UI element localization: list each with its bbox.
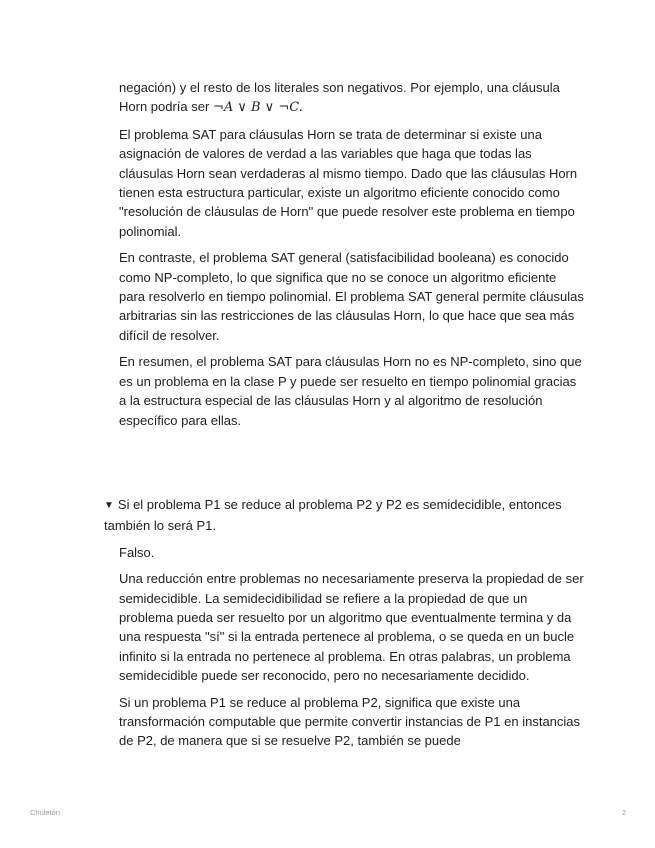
question-text: Si el problema P1 se reduce al problema P2 y P2 es semidecidible, entonces también lo será P1.: [104, 496, 562, 534]
paragraph-summary: En resumen, el problema SAT para cláusulas Horn no es NP-completo, sino que es un problema en la clase P y puede ser resuelto en tiempo polinomial gracias a la estructura especial de las cláusulas Horn y al algoritmo de resolución específico para ellas.: [119, 354, 582, 428]
section-spacer: [104, 437, 584, 495]
answer-label: Falso.: [119, 544, 155, 560]
toggle-question[interactable]: [104, 495, 584, 536]
paragraph-reduction-definition: Si un problema P1 se reduce al problema P2, significa que existe una transformación computable que permite convertir instancias de P1 en instancias de P2, de manera que si se resuelve P2, también se puede: [119, 694, 581, 749]
footer-title: Chuletón: [30, 808, 61, 817]
paragraph-horn-definition: [119, 78, 584, 118]
page-number: 2: [621, 808, 626, 817]
paragraph-text: negación) y el resto de los literales son negativos. Por ejemplo, una cláusula Horn podría ser: [119, 80, 560, 115]
toggle-triangle-icon[interactable]: ▼: [104, 499, 114, 511]
page-content: [104, 78, 584, 758]
paragraph-reduction-semidecidable: Una reducción entre problemas no necesariamente preserva la propiedad de ser semidecidible. La semidecidibilidad se refiere a la propiedad de que un problema pueda ser resuelto por un algoritmo que eventualmente termina y da una respuesta "sí" si la entrada pertenece al problema, o se queda en un bucle infinito si la entrada no pertenece al problema. En otras palabras, un problema semidecidible puede ser reconocido, pero no necesariamente decidido.: [119, 571, 584, 684]
horn-sat-section: [119, 78, 584, 430]
toggle-answer-content: [119, 543, 584, 751]
horn-clause-formula: ¬A ∨ B ∨ ¬C.: [212, 100, 303, 116]
paragraph-general-sat: En contraste, el problema SAT general (satisfacibilidad booleana) es conocido como NP-completo, lo que significa que no se conoce un algoritmo eficiente para resolverlo en tiempo polinomial. El problema SAT general permite cláusulas arbitrarias sin las restricciones de las cláusulas Horn, lo que hace que sea más difícil de resolver.: [119, 250, 584, 343]
paragraph-horn-sat: El problema SAT para cláusulas Horn se trata de determinar si existe una asignación de valores de verdad a las variables que haga que todas las cláusulas Horn sean verdaderas al mismo tiempo. Dado que las cláusulas Horn tienen esta estructura particular, existe un algoritmo eficiente conocido como "resolución de cláusulas de Horn" que puede resolver este problema en tiempo polinomial.: [119, 126, 578, 239]
